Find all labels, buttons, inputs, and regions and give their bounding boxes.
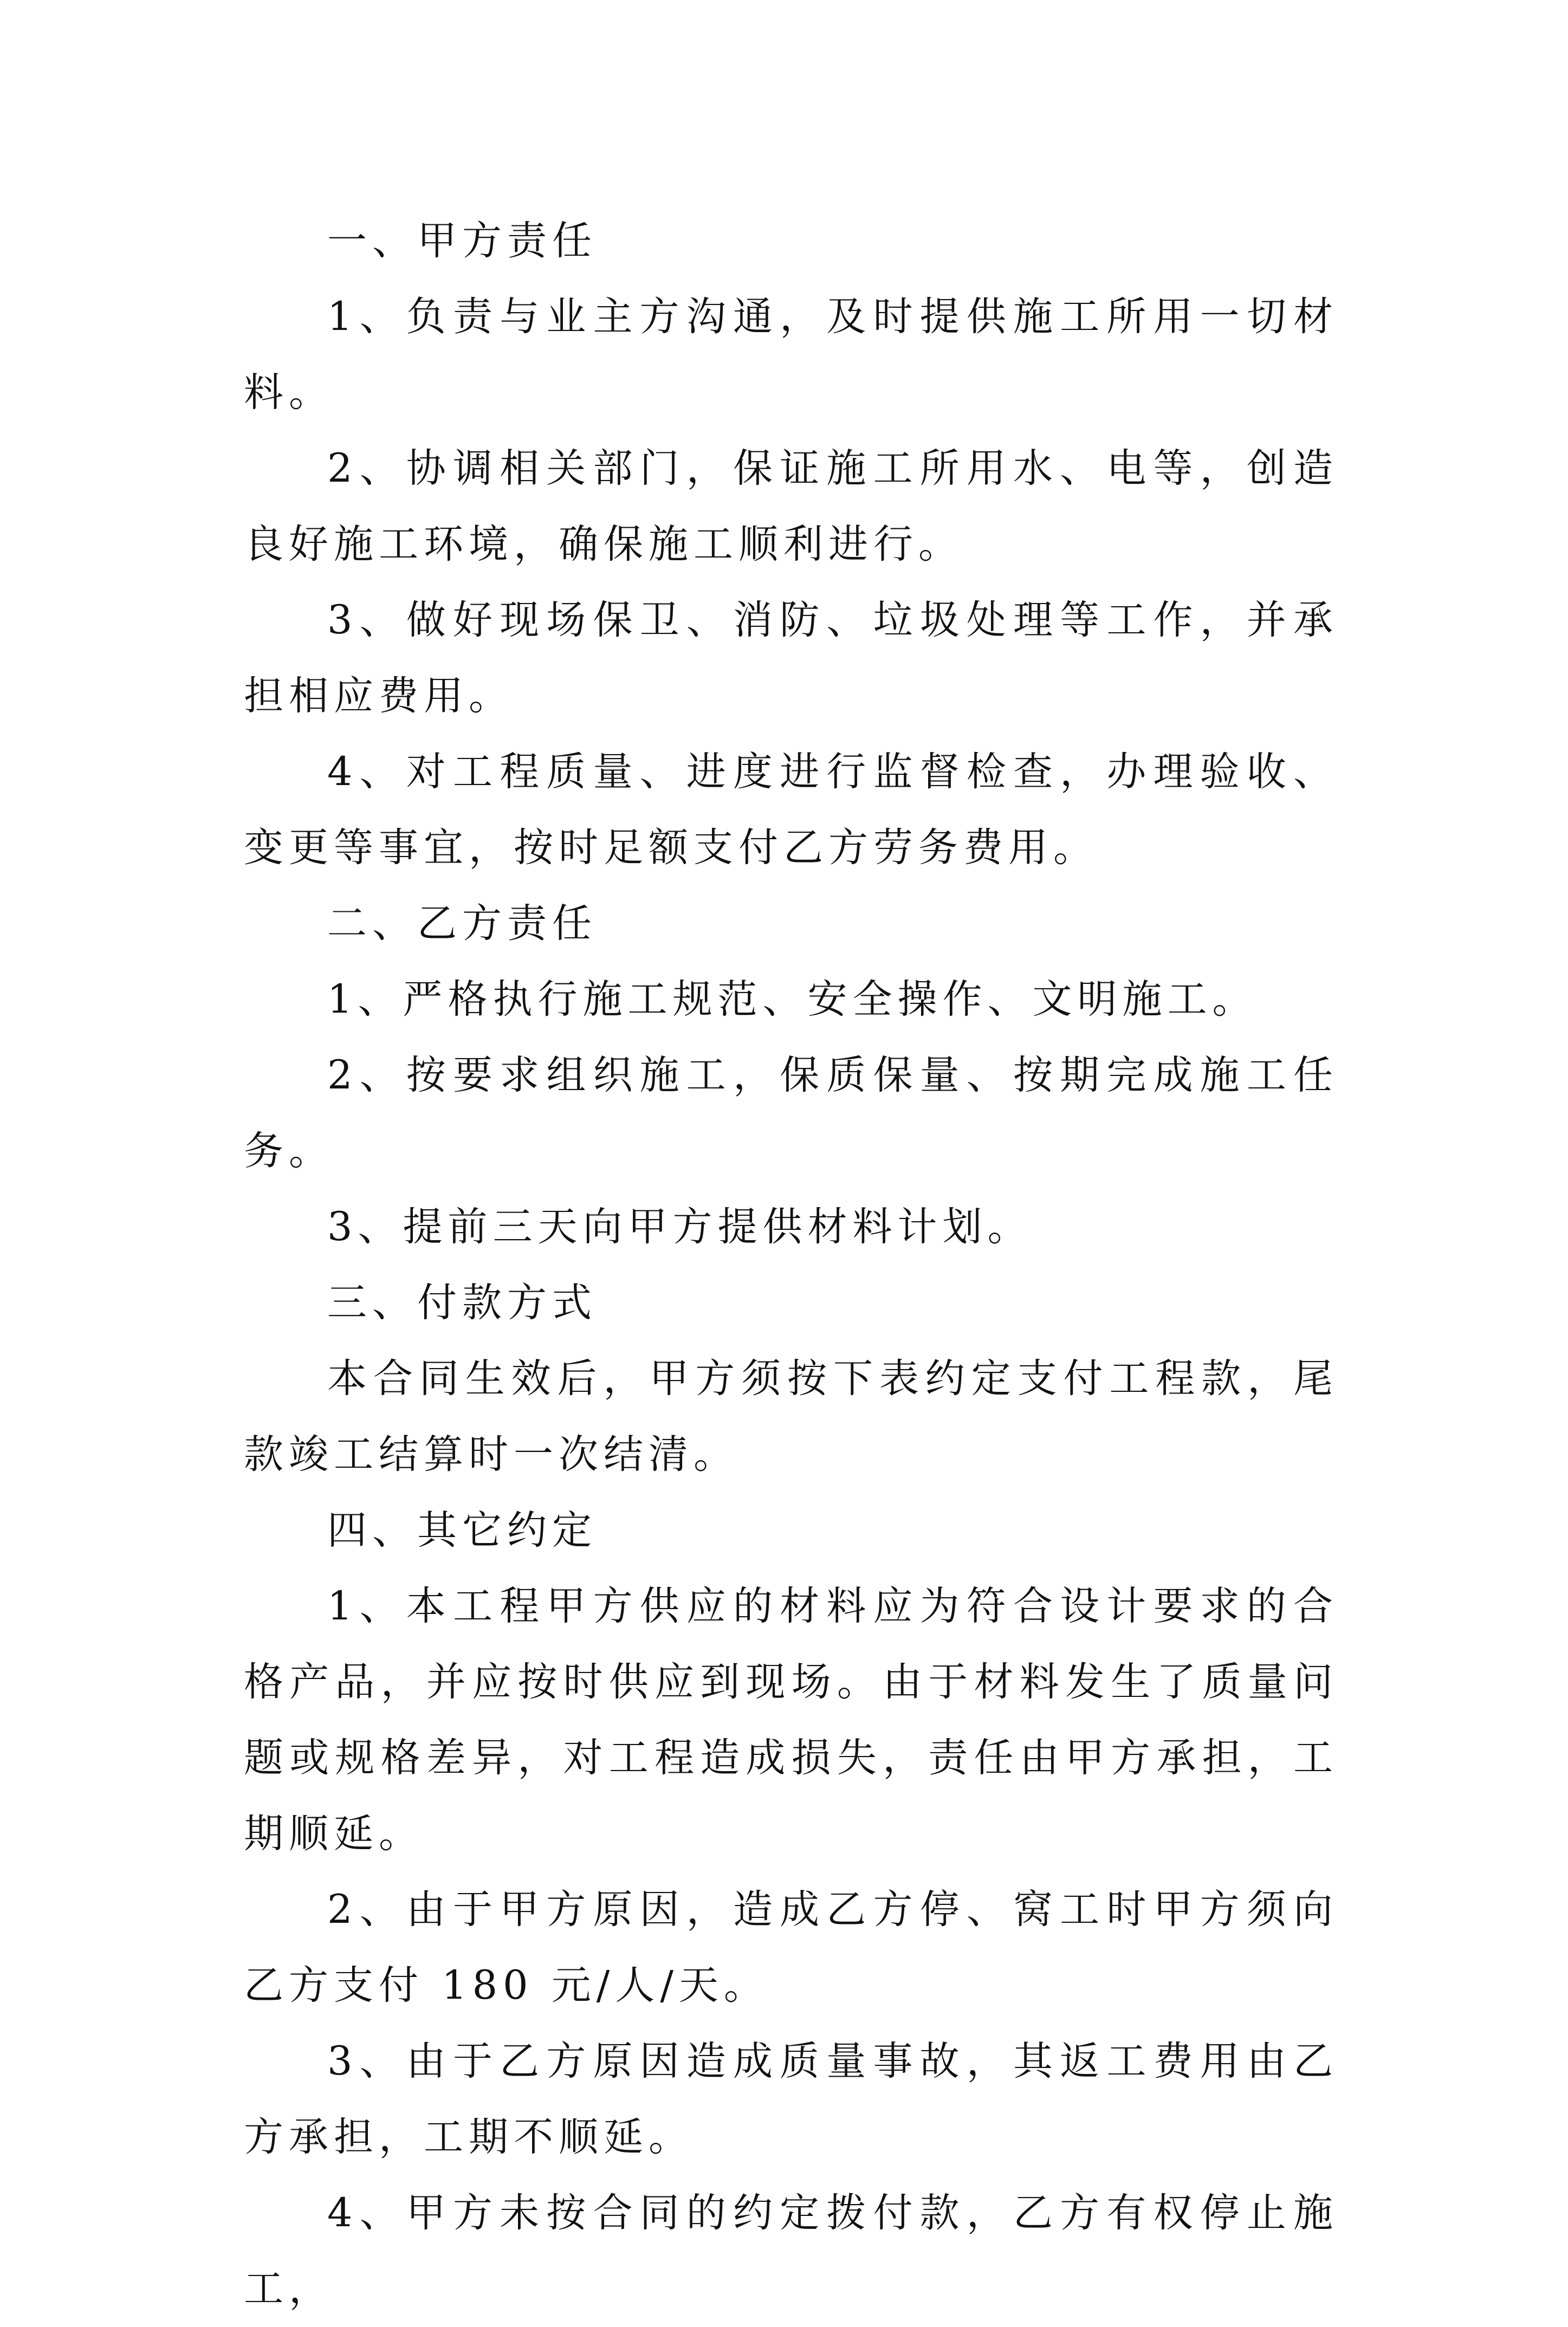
section-heading-1: 一、甲方责任	[327, 218, 597, 264]
clause-4-1: 1、本工程甲方供应的材料应为符合设计要求的合格产品，并应按时供应到现场。由于材料发生了质量问题或规格差异，对工程造成损失，责任由甲方承担，工期顺延。	[244, 1583, 1338, 1857]
section-heading-2: 二、乙方责任	[327, 900, 597, 947]
section-heading-4: 四、其它约定	[327, 1507, 597, 1553]
clause-2-3: 3、提前三天向甲方提供材料计划。	[327, 1204, 1033, 1250]
clause-1-3: 3、做好现场保卫、消防、垃圾处理等工作，并承担相应费用。	[244, 597, 1338, 719]
clause-2-1: 1、严格执行施工规范、安全操作、文明施工。	[327, 976, 1258, 1022]
section-heading-3: 三、付款方式	[327, 1280, 597, 1326]
clause-1-2: 2、协调相关部门，保证施工所用水、电等，创造良好施工环境，确保施工顺利进行。	[244, 445, 1338, 567]
clause-4-4: 4、甲方未按合同的约定拨付款，乙方有权停止施工，	[244, 2190, 1338, 2312]
clause-4-2: 2、由于甲方原因，造成乙方停、窝工时甲方须向乙方支付 180 元/人/天。	[244, 1887, 1338, 2008]
clause-1-1: 1、负责与业主方沟通，及时提供施工所用一切材料。	[244, 294, 1338, 416]
clause-4-3: 3、由于乙方原因造成质量事故，其返工费用由乙方承担，工期不顺延。	[244, 2038, 1338, 2160]
clause-3-1: 本合同生效后，甲方须按下表约定支付工程款，尾款竣工结算时一次结清。	[244, 1356, 1338, 1477]
clause-1-4: 4、对工程质量、进度进行监督检查，办理验收、变更等事宜，按时足额支付乙方劳务费用。	[244, 749, 1338, 871]
document-body	[244, 203, 1338, 2327]
clause-2-2: 2、按要求组织施工，保质保量、按期完成施工任务。	[244, 1052, 1338, 1174]
